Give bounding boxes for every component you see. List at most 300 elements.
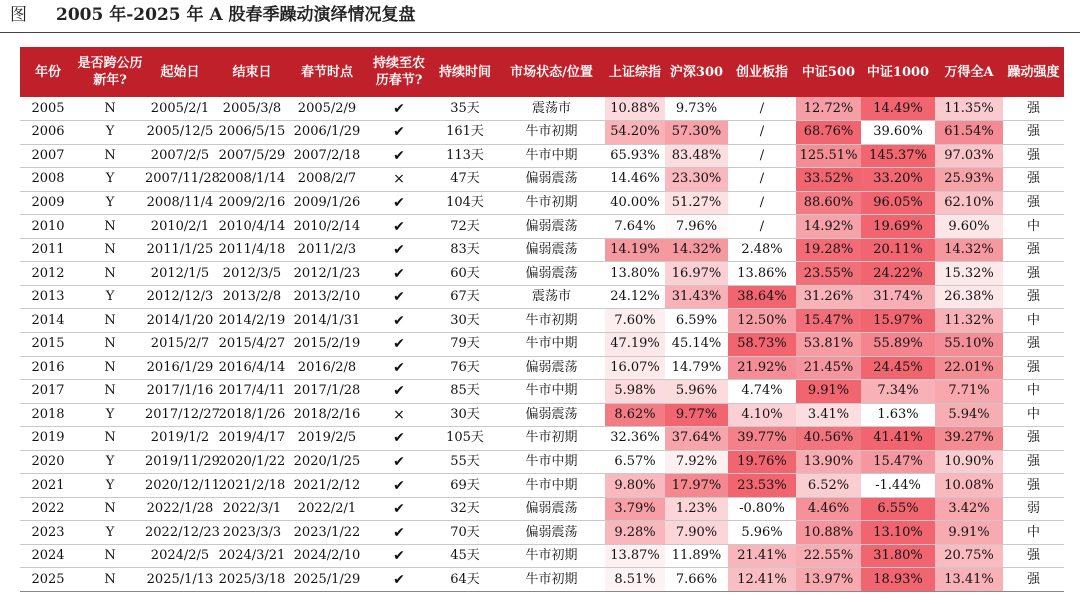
wind-all-a-cell: 9.60%: [935, 215, 1003, 239]
lasts-to-spring-festival-cell: ✔: [366, 285, 432, 309]
csi300-cell: 9.73%: [665, 97, 728, 121]
table-row: [20, 332, 1064, 356]
csi500-cell: 125.51%: [796, 144, 861, 168]
csi500-cell: 68.76%: [796, 121, 861, 145]
end-date-cell: 2013/2/8: [216, 285, 288, 309]
start-date-cell: 2016/1/29: [144, 356, 216, 380]
wind-all-a-cell: 26.38%: [935, 285, 1003, 309]
cross-new-year-cell: N: [76, 97, 144, 121]
csi300-cell: 57.30%: [665, 121, 728, 145]
market-state-cell: 震荡市: [498, 285, 605, 309]
chinext-cell: /: [728, 144, 796, 168]
header-chinext: 创业板指: [728, 47, 796, 97]
csi500-cell: 40.56%: [796, 427, 861, 451]
year-cell: 2007: [20, 144, 76, 168]
lasts-to-spring-festival-cell: ✔: [366, 544, 432, 568]
csi300-cell: 6.59%: [665, 309, 728, 333]
csi1000-cell: 31.80%: [861, 544, 935, 568]
sse-composite-cell: 13.80%: [605, 262, 665, 286]
market-state-cell: 偏弱震荡: [498, 262, 605, 286]
table-row: [20, 380, 1064, 404]
rally-strength-cell: 中: [1003, 309, 1064, 333]
start-date-cell: 2024/2/5: [144, 544, 216, 568]
start-date-cell: 2014/1/20: [144, 309, 216, 333]
year-cell: 2018: [20, 403, 76, 427]
market-state-cell: 牛市初期: [498, 121, 605, 145]
csi1000-cell: -1.44%: [861, 474, 935, 498]
csi500-cell: 3.41%: [796, 403, 861, 427]
end-date-cell: 2015/4/27: [216, 332, 288, 356]
year-cell: 2021: [20, 474, 76, 498]
end-date-cell: 2018/1/26: [216, 403, 288, 427]
cross-new-year-cell: Y: [76, 121, 144, 145]
market-state-cell: 偏弱震荡: [498, 497, 605, 521]
spring-festival-date-cell: 2016/2/8: [288, 356, 366, 380]
chinext-cell: 4.74%: [728, 380, 796, 404]
year-cell: 2012: [20, 262, 76, 286]
spring-festival-date-cell: 2019/2/5: [288, 427, 366, 451]
rally-strength-cell: 强: [1003, 168, 1064, 192]
sse-composite-cell: 10.88%: [605, 97, 665, 121]
rally-strength-cell: 强: [1003, 97, 1064, 121]
spring-festival-date-cell: 2024/2/10: [288, 544, 366, 568]
csi1000-cell: 33.20%: [861, 168, 935, 192]
sse-composite-cell: 47.19%: [605, 332, 665, 356]
duration-cell: 47天: [432, 168, 498, 192]
wind-all-a-cell: 3.42%: [935, 497, 1003, 521]
header-market-state: 市场状态/位置: [498, 47, 605, 97]
chinext-cell: -0.80%: [728, 497, 796, 521]
csi300-cell: 11.89%: [665, 544, 728, 568]
chinext-cell: 38.64%: [728, 285, 796, 309]
wind-all-a-cell: 15.32%: [935, 262, 1003, 286]
sse-composite-cell: 9.28%: [605, 521, 665, 545]
figure-caption: [10, 2, 416, 28]
duration-cell: 45天: [432, 544, 498, 568]
csi1000-cell: 145.37%: [861, 144, 935, 168]
csi500-cell: 22.55%: [796, 544, 861, 568]
wind-all-a-cell: 10.08%: [935, 474, 1003, 498]
market-state-cell: 牛市中期: [498, 332, 605, 356]
duration-cell: 72天: [432, 215, 498, 239]
csi300-cell: 7.90%: [665, 521, 728, 545]
cross-new-year-cell: N: [76, 380, 144, 404]
csi300-cell: 17.97%: [665, 474, 728, 498]
cross-new-year-cell: Y: [76, 168, 144, 192]
end-date-cell: 2008/1/14: [216, 168, 288, 192]
end-date-cell: 2006/5/15: [216, 121, 288, 145]
header-end-date: 结束日: [216, 47, 288, 97]
wind-all-a-cell: 7.71%: [935, 380, 1003, 404]
sse-composite-cell: 14.19%: [605, 238, 665, 262]
chinext-cell: 39.77%: [728, 427, 796, 451]
spring-festival-date-cell: 2014/1/31: [288, 309, 366, 333]
start-date-cell: 2012/12/3: [144, 285, 216, 309]
wind-all-a-cell: 10.90%: [935, 450, 1003, 474]
table-row: [20, 403, 1064, 427]
header-start-date: 起始日: [144, 47, 216, 97]
spring-festival-date-cell: 2010/2/14: [288, 215, 366, 239]
spring-rally-table: [20, 47, 1064, 592]
chinext-cell: 58.73%: [728, 332, 796, 356]
duration-cell: 105天: [432, 427, 498, 451]
csi300-cell: 5.96%: [665, 380, 728, 404]
duration-cell: 64天: [432, 568, 498, 592]
year-cell: 2024: [20, 544, 76, 568]
start-date-cell: 2019/1/2: [144, 427, 216, 451]
spring-festival-date-cell: 2007/2/18: [288, 144, 366, 168]
rally-strength-cell: 强: [1003, 238, 1064, 262]
cross-new-year-cell: Y: [76, 403, 144, 427]
lasts-to-spring-festival-cell: ✔: [366, 191, 432, 215]
csi1000-cell: 14.49%: [861, 97, 935, 121]
rally-strength-cell: 中: [1003, 215, 1064, 239]
start-date-cell: 2019/11/29: [144, 450, 216, 474]
chinext-cell: 19.76%: [728, 450, 796, 474]
chinext-cell: 2.48%: [728, 238, 796, 262]
duration-cell: 35天: [432, 97, 498, 121]
sse-composite-cell: 14.46%: [605, 168, 665, 192]
cross-new-year-cell: N: [76, 238, 144, 262]
header-cross-new-year: 是否跨公历新年?: [76, 47, 144, 97]
table-row: [20, 121, 1064, 145]
table-row: [20, 568, 1064, 592]
year-cell: 2005: [20, 97, 76, 121]
sse-composite-cell: 54.20%: [605, 121, 665, 145]
duration-cell: 76天: [432, 356, 498, 380]
csi300-cell: 51.27%: [665, 191, 728, 215]
duration-cell: 69天: [432, 474, 498, 498]
lasts-to-spring-festival-cell: ✔: [366, 380, 432, 404]
lasts-to-spring-festival-cell: ✔: [366, 215, 432, 239]
csi300-cell: 16.97%: [665, 262, 728, 286]
year-cell: 2013: [20, 285, 76, 309]
csi500-cell: 88.60%: [796, 191, 861, 215]
table-row: [20, 521, 1064, 545]
csi500-cell: 31.26%: [796, 285, 861, 309]
end-date-cell: 2024/3/21: [216, 544, 288, 568]
table-row: [20, 262, 1064, 286]
chinext-cell: /: [728, 168, 796, 192]
lasts-to-spring-festival-cell: ✔: [366, 427, 432, 451]
market-state-cell: 偏弱震荡: [498, 403, 605, 427]
market-state-cell: 牛市中期: [498, 144, 605, 168]
csi300-cell: 14.32%: [665, 238, 728, 262]
market-state-cell: 牛市初期: [498, 568, 605, 592]
duration-cell: 104天: [432, 191, 498, 215]
csi500-cell: 53.81%: [796, 332, 861, 356]
end-date-cell: 2007/5/29: [216, 144, 288, 168]
lasts-to-spring-festival-cell: ✔: [366, 474, 432, 498]
duration-cell: 79天: [432, 332, 498, 356]
end-date-cell: 2022/3/1: [216, 497, 288, 521]
start-date-cell: 2020/12/11: [144, 474, 216, 498]
rally-strength-cell: 强: [1003, 191, 1064, 215]
wind-all-a-cell: 11.32%: [935, 309, 1003, 333]
year-cell: 2011: [20, 238, 76, 262]
end-date-cell: 2025/3/18: [216, 568, 288, 592]
rally-strength-cell: 强: [1003, 356, 1064, 380]
chinext-cell: 4.10%: [728, 403, 796, 427]
cross-new-year-cell: N: [76, 144, 144, 168]
table-row: [20, 168, 1064, 192]
market-state-cell: 偏弱震荡: [498, 215, 605, 239]
sse-composite-cell: 16.07%: [605, 356, 665, 380]
market-state-cell: 偏弱震荡: [498, 168, 605, 192]
table-row: [20, 191, 1064, 215]
cross-new-year-cell: N: [76, 356, 144, 380]
csi1000-cell: 39.60%: [861, 121, 935, 145]
wind-all-a-cell: 11.35%: [935, 97, 1003, 121]
spring-festival-date-cell: 2015/2/19: [288, 332, 366, 356]
lasts-to-spring-festival-cell: ✔: [366, 97, 432, 121]
year-cell: 2009: [20, 191, 76, 215]
wind-all-a-cell: 14.32%: [935, 238, 1003, 262]
csi1000-cell: 20.11%: [861, 238, 935, 262]
csi500-cell: 9.91%: [796, 380, 861, 404]
table-row: [20, 356, 1064, 380]
spring-festival-date-cell: 2011/2/3: [288, 238, 366, 262]
spring-festival-date-cell: 2012/1/23: [288, 262, 366, 286]
cross-new-year-cell: Y: [76, 450, 144, 474]
spring-festival-date-cell: 2005/2/9: [288, 97, 366, 121]
caption-divider: [0, 32, 1080, 33]
csi1000-cell: 96.05%: [861, 191, 935, 215]
end-date-cell: 2011/4/18: [216, 238, 288, 262]
chinext-cell: 21.92%: [728, 356, 796, 380]
chinext-cell: 12.41%: [728, 568, 796, 592]
csi500-cell: 4.46%: [796, 497, 861, 521]
cross-new-year-cell: N: [76, 215, 144, 239]
lasts-to-spring-festival-cell: ✔: [366, 121, 432, 145]
spring-festival-date-cell: 2013/2/10: [288, 285, 366, 309]
start-date-cell: 2005/12/5: [144, 121, 216, 145]
header-csi1000: 中证1000: [861, 47, 935, 97]
wind-all-a-cell: 61.54%: [935, 121, 1003, 145]
rally-strength-cell: 中: [1003, 380, 1064, 404]
spring-festival-date-cell: 2020/1/25: [288, 450, 366, 474]
lasts-to-spring-festival-cell: ✔: [366, 309, 432, 333]
csi300-cell: 7.92%: [665, 450, 728, 474]
chinext-cell: /: [728, 215, 796, 239]
rally-strength-cell: 强: [1003, 144, 1064, 168]
header-lasts-to-spring-festival: 持续至农历春节?: [366, 47, 432, 97]
year-cell: 2010: [20, 215, 76, 239]
csi500-cell: 12.72%: [796, 97, 861, 121]
sse-composite-cell: 6.57%: [605, 450, 665, 474]
table-row: [20, 309, 1064, 333]
rally-strength-cell: 强: [1003, 474, 1064, 498]
duration-cell: 161天: [432, 121, 498, 145]
chinext-cell: 5.96%: [728, 521, 796, 545]
spring-festival-date-cell: 2018/2/16: [288, 403, 366, 427]
csi1000-cell: 7.34%: [861, 380, 935, 404]
rally-strength-cell: 中: [1003, 403, 1064, 427]
csi300-cell: 7.96%: [665, 215, 728, 239]
duration-cell: 113天: [432, 144, 498, 168]
rally-strength-cell: 强: [1003, 544, 1064, 568]
spring-festival-date-cell: 2006/1/29: [288, 121, 366, 145]
start-date-cell: 2007/2/5: [144, 144, 216, 168]
csi300-cell: 9.77%: [665, 403, 728, 427]
end-date-cell: 2020/1/22: [216, 450, 288, 474]
rally-strength-cell: 强: [1003, 285, 1064, 309]
duration-cell: 30天: [432, 309, 498, 333]
cross-new-year-cell: N: [76, 568, 144, 592]
chinext-cell: 13.86%: [728, 262, 796, 286]
year-cell: 2014: [20, 309, 76, 333]
lasts-to-spring-festival-cell: ✔: [366, 144, 432, 168]
header-year: 年份: [20, 47, 76, 97]
start-date-cell: 2005/2/1: [144, 97, 216, 121]
csi1000-cell: 13.10%: [861, 521, 935, 545]
header-csi500: 中证500: [796, 47, 861, 97]
rally-strength-cell: 强: [1003, 332, 1064, 356]
year-cell: 2016: [20, 356, 76, 380]
csi500-cell: 6.52%: [796, 474, 861, 498]
header-wind-all-a: 万得全A: [935, 47, 1003, 97]
wind-all-a-cell: 55.10%: [935, 332, 1003, 356]
csi1000-cell: 55.89%: [861, 332, 935, 356]
market-state-cell: 牛市初期: [498, 309, 605, 333]
spring-festival-date-cell: 2017/1/28: [288, 380, 366, 404]
wind-all-a-cell: 25.93%: [935, 168, 1003, 192]
csi500-cell: 13.90%: [796, 450, 861, 474]
year-cell: 2025: [20, 568, 76, 592]
table-header-row: [20, 47, 1064, 97]
duration-cell: 32天: [432, 497, 498, 521]
table-row: [20, 474, 1064, 498]
duration-cell: 55天: [432, 450, 498, 474]
lasts-to-spring-festival-cell: ✔: [366, 332, 432, 356]
chinext-cell: /: [728, 191, 796, 215]
csi500-cell: 14.92%: [796, 215, 861, 239]
start-date-cell: 2011/1/25: [144, 238, 216, 262]
lasts-to-spring-festival-cell: ×: [366, 168, 432, 192]
rally-strength-cell: 强: [1003, 121, 1064, 145]
market-state-cell: 偏弱震荡: [498, 238, 605, 262]
csi300-cell: 83.48%: [665, 144, 728, 168]
header-sse-composite: 上证综指: [605, 47, 665, 97]
rally-strength-cell: 强: [1003, 568, 1064, 592]
table-row: [20, 238, 1064, 262]
wind-all-a-cell: 9.91%: [935, 521, 1003, 545]
header-duration: 持续时间: [432, 47, 498, 97]
csi500-cell: 33.52%: [796, 168, 861, 192]
chinext-cell: /: [728, 97, 796, 121]
csi1000-cell: 41.41%: [861, 427, 935, 451]
figure-title: 2005 年-2025 年 A 股春季躁动演绎情况复盘: [56, 5, 416, 25]
table-body: [20, 97, 1064, 591]
market-state-cell: 牛市初期: [498, 191, 605, 215]
sse-composite-cell: 40.00%: [605, 191, 665, 215]
duration-cell: 67天: [432, 285, 498, 309]
end-date-cell: 2012/3/5: [216, 262, 288, 286]
year-cell: 2023: [20, 521, 76, 545]
end-date-cell: 2010/4/14: [216, 215, 288, 239]
csi1000-cell: 18.93%: [861, 568, 935, 592]
cross-new-year-cell: Y: [76, 474, 144, 498]
rally-strength-cell: 弱: [1003, 497, 1064, 521]
csi300-cell: 7.66%: [665, 568, 728, 592]
csi1000-cell: 15.97%: [861, 309, 935, 333]
spring-festival-date-cell: 2008/2/7: [288, 168, 366, 192]
start-date-cell: 2017/1/16: [144, 380, 216, 404]
spring-festival-date-cell: 2021/2/12: [288, 474, 366, 498]
start-date-cell: 2007/11/28: [144, 168, 216, 192]
cross-new-year-cell: Y: [76, 521, 144, 545]
duration-cell: 70天: [432, 521, 498, 545]
year-cell: 2008: [20, 168, 76, 192]
cross-new-year-cell: N: [76, 262, 144, 286]
table-row: [20, 215, 1064, 239]
start-date-cell: 2022/12/23: [144, 521, 216, 545]
year-cell: 2015: [20, 332, 76, 356]
start-date-cell: 2008/11/4: [144, 191, 216, 215]
lasts-to-spring-festival-cell: ✔: [366, 356, 432, 380]
lasts-to-spring-festival-cell: ✔: [366, 568, 432, 592]
figure-caption-prefix: 图: [10, 5, 27, 25]
market-state-cell: 牛市初期: [498, 544, 605, 568]
end-date-cell: 2017/4/11: [216, 380, 288, 404]
duration-cell: 30天: [432, 403, 498, 427]
end-date-cell: 2019/4/17: [216, 427, 288, 451]
cross-new-year-cell: Y: [76, 285, 144, 309]
csi500-cell: 15.47%: [796, 309, 861, 333]
spring-festival-date-cell: 2025/1/29: [288, 568, 366, 592]
year-cell: 2019: [20, 427, 76, 451]
csi1000-cell: 24.22%: [861, 262, 935, 286]
end-date-cell: 2021/2/18: [216, 474, 288, 498]
cross-new-year-cell: N: [76, 497, 144, 521]
end-date-cell: 2009/2/16: [216, 191, 288, 215]
year-cell: 2017: [20, 380, 76, 404]
csi500-cell: 19.28%: [796, 238, 861, 262]
lasts-to-spring-festival-cell: ✔: [366, 238, 432, 262]
end-date-cell: 2005/3/8: [216, 97, 288, 121]
csi500-cell: 10.88%: [796, 521, 861, 545]
sse-composite-cell: 9.80%: [605, 474, 665, 498]
cross-new-year-cell: N: [76, 427, 144, 451]
duration-cell: 85天: [432, 380, 498, 404]
header-rally-strength: 躁动强度: [1003, 47, 1064, 97]
csi1000-cell: 1.63%: [861, 403, 935, 427]
sse-composite-cell: 7.64%: [605, 215, 665, 239]
chinext-cell: 12.50%: [728, 309, 796, 333]
rally-strength-cell: 强: [1003, 427, 1064, 451]
sse-composite-cell: 32.36%: [605, 427, 665, 451]
lasts-to-spring-festival-cell: ✔: [366, 497, 432, 521]
table-row: [20, 144, 1064, 168]
sse-composite-cell: 24.12%: [605, 285, 665, 309]
table-row: [20, 97, 1064, 121]
csi300-cell: 31.43%: [665, 285, 728, 309]
csi500-cell: 23.55%: [796, 262, 861, 286]
spring-festival-date-cell: 2022/2/1: [288, 497, 366, 521]
market-state-cell: 牛市中期: [498, 450, 605, 474]
lasts-to-spring-festival-cell: ×: [366, 403, 432, 427]
end-date-cell: 2016/4/14: [216, 356, 288, 380]
table-row: [20, 544, 1064, 568]
year-cell: 2006: [20, 121, 76, 145]
sse-composite-cell: 8.51%: [605, 568, 665, 592]
spring-festival-date-cell: 2023/1/22: [288, 521, 366, 545]
chinext-cell: 21.41%: [728, 544, 796, 568]
rally-strength-cell: 中: [1003, 521, 1064, 545]
cross-new-year-cell: N: [76, 544, 144, 568]
csi1000-cell: 6.55%: [861, 497, 935, 521]
csi1000-cell: 24.45%: [861, 356, 935, 380]
